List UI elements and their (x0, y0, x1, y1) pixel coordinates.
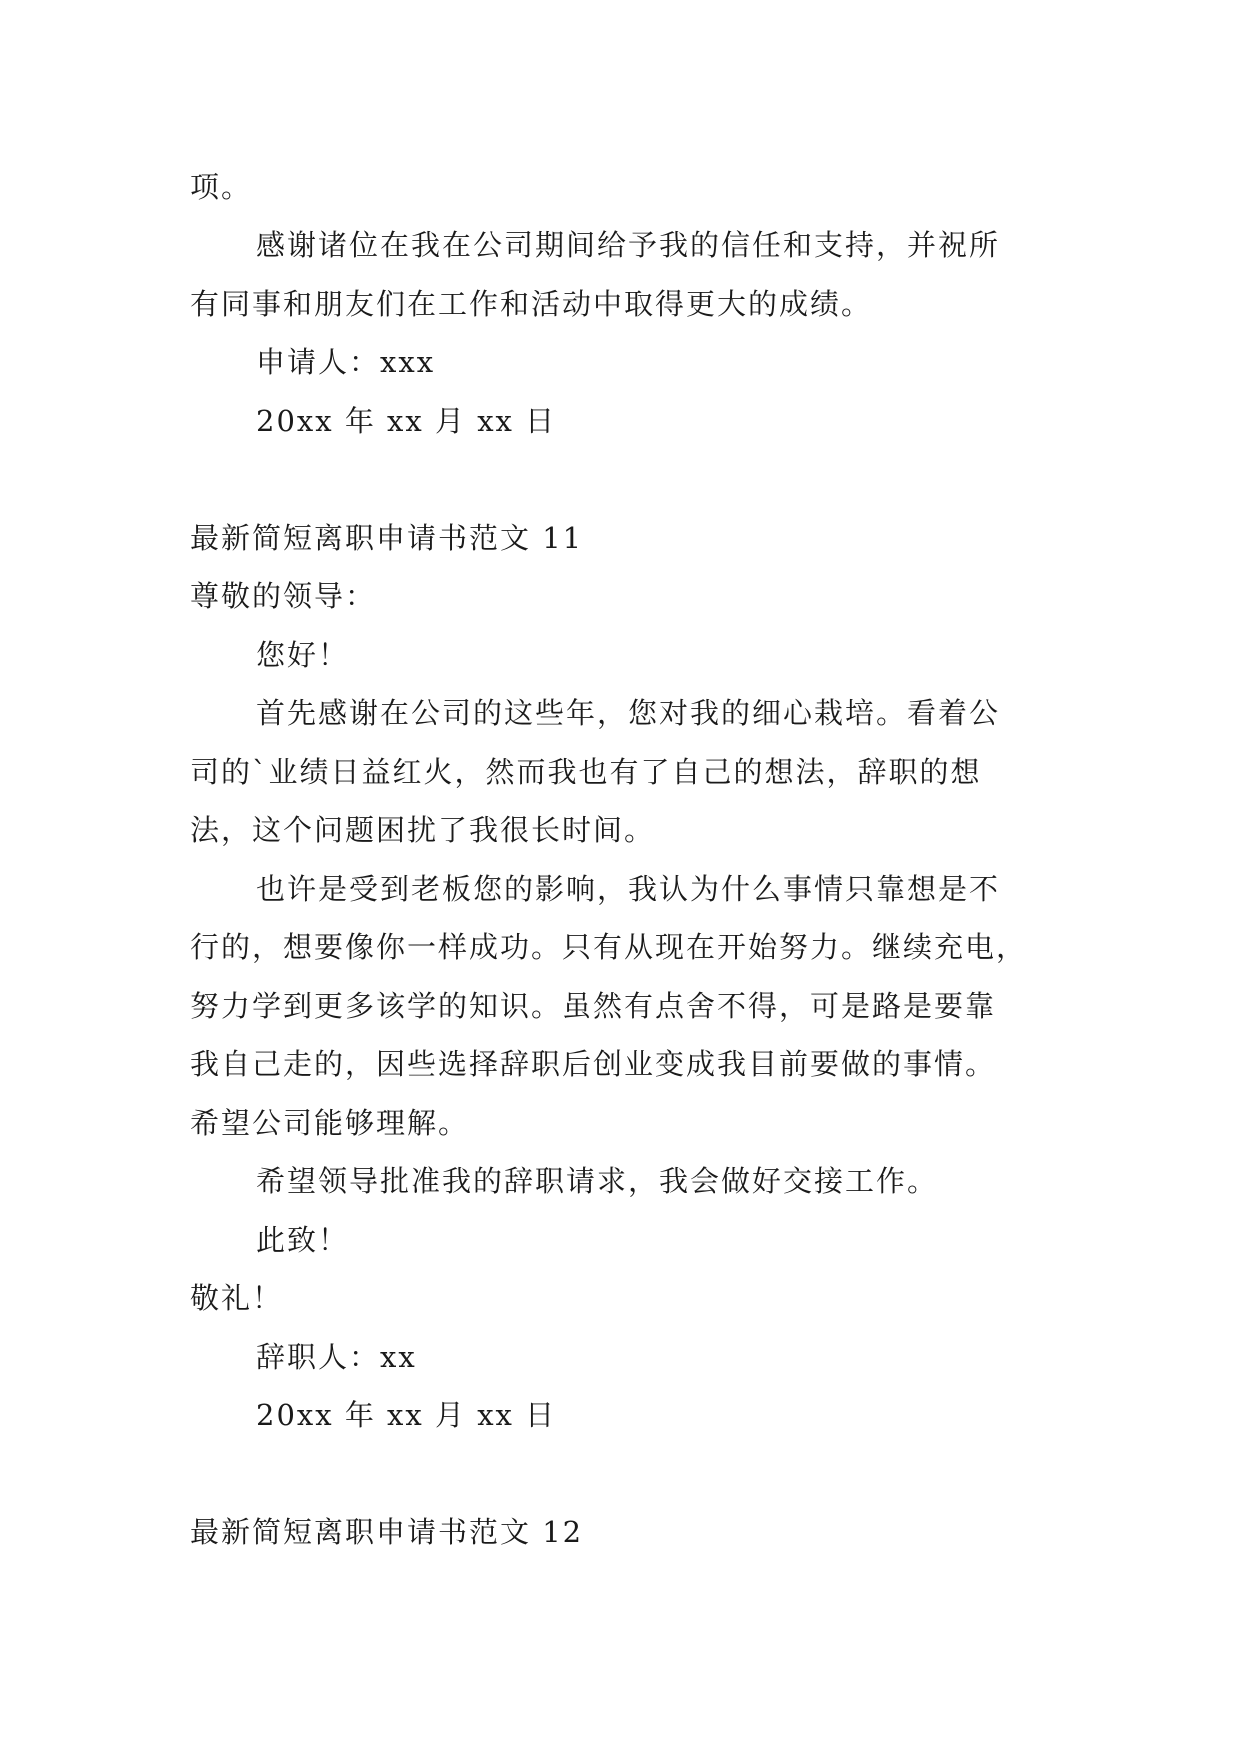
continuation-text: 项。 (190, 170, 253, 204)
paragraph-3: 希望领导批准我的辞职请求，我会做好交接工作。 (256, 1164, 939, 1198)
paragraph-1-line-1: 首先感谢在公司的这些年，您对我的细心栽培。看着公 (256, 696, 1001, 730)
closing-2: 敬礼！ (190, 1281, 284, 1315)
paragraph-2-line-2: 行的，想要像你一样成功。只有从现在开始努力。继续充电， (190, 930, 1028, 964)
paragraph-1-line-3: 法，这个问题困扰了我很长时间。 (190, 813, 656, 847)
paragraph-1-line-2: 司的`业绩日益红火，然而我也有了自己的想法，辞职的想 (190, 755, 982, 789)
thanks-paragraph-line-1: 感谢诸位在我在公司期间给予我的信任和支持，并祝所 (256, 228, 1001, 262)
date-line: 20xx 年 xx 月 xx 日 (256, 404, 557, 438)
paragraph-2-line-5: 希望公司能够理解。 (190, 1106, 470, 1140)
signer-line: 辞职人：xx (256, 1340, 417, 1374)
paragraph-2-line-4: 我自己走的，因些选择辞职后创业变成我目前要做的事情。 (190, 1047, 997, 1081)
paragraph-2-line-1: 也许是受到老板您的影响，我认为什么事情只靠想是不 (256, 872, 1001, 906)
section-title-11: 最新简短离职申请书范文 11 (190, 521, 584, 555)
salutation: 尊敬的领导： (190, 579, 377, 613)
applicant-line: 申请人：xxx (256, 345, 436, 379)
date-line-2: 20xx 年 xx 月 xx 日 (256, 1398, 557, 1432)
greeting: 您好！ (256, 638, 350, 672)
closing-1: 此致！ (256, 1223, 350, 1257)
section-title-12: 最新简短离职申请书范文 12 (190, 1515, 584, 1549)
thanks-paragraph-line-2: 有同事和朋友们在工作和活动中取得更大的成绩。 (190, 287, 873, 321)
paragraph-2-line-3: 努力学到更多该学的知识。虽然有点舍不得，可是路是要靠 (190, 989, 997, 1023)
